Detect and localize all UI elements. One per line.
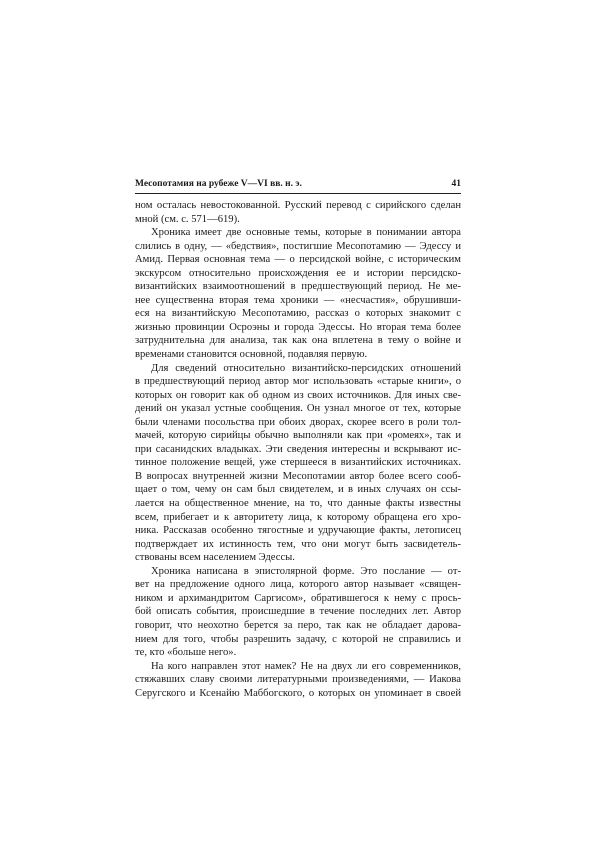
running-header-title: Месопотамия на рубеже V—VI вв. н. э. — [135, 179, 302, 189]
text-line: затруднительна для анализа, так как она вплетена в тему о войне и — [135, 335, 461, 347]
text-line: нее существенна вторая тема хроники — «несчастия», обрушивши- — [135, 294, 461, 306]
text-line: подтверждает их истинность тем, что они могут быть засвидетель- — [135, 538, 461, 550]
text-line: На кого направлен этот намек? Не на двух ли его современников, — [151, 660, 461, 672]
text-line: были членами посольства при обоих дворах, скорее всего в роли тол- — [135, 416, 461, 428]
page-number: 41 — [451, 179, 461, 189]
text-line: которых он говорит как об одном из своих источников. Для иных све- — [135, 389, 461, 401]
text-line: ном осталась невостокованной. Русский перевод с сирийского сделан — [135, 200, 461, 211]
text-line: вет на предложение одного лица, которого автор называет «священ- — [135, 579, 461, 591]
text-line: жизнью провинции Осроэны и города Эдессы. Но вторая тема более — [135, 321, 461, 333]
text-line: всем, прибегает и к авторитету лица, к которому обращена его хро- — [135, 511, 461, 523]
text-line: в предшествующий период автор мог использовать «старые книги», о — [135, 376, 461, 388]
text-line: ником и архимандритом Саргисом», обратившегося к нему с прось- — [135, 592, 461, 604]
text-line: византийских взаимоотношений в предшествующий период. Не ме- — [135, 281, 461, 293]
body-text — [135, 199, 461, 700]
text-line: говорит, что неохотно берется за перо, так как не обладает дарова- — [135, 619, 461, 631]
text-line: ствованы всем населением Эдессы. — [135, 552, 295, 564]
text-line: В вопросах внутренней жизни Месопотамии автор более всего сооб- — [135, 470, 461, 482]
text-line: мной (см. с. 571—619). — [135, 213, 240, 225]
text-line: мачей, которую сирийцы обычно выполняли как при «ромеях», так и — [135, 430, 461, 442]
text-line: лается на общественное мнение, на то, что данные факты известны — [135, 498, 461, 510]
text-line: Серугского и Ксенайю Маббогского, о которых он упоминает в своей — [135, 687, 461, 699]
text-line: при сасанидских владыках. Эти сведения интересны и вскрывают ис- — [135, 443, 461, 455]
text-line: бой описать события, происшедшие в течение последних лет. Автор — [135, 606, 461, 618]
text-line: слились в одну, — «бедствия», постигшие Месопотамию — Эдессу и — [135, 240, 461, 252]
text-line: Хроника написана в эпистолярной форме. Это послание — от- — [151, 565, 461, 577]
text-line: Амид. Первая основная тема — о персидской войне, с историческим — [135, 254, 461, 266]
text-line: тинное положение вещей, уже стершееся в византийских источниках. — [135, 457, 461, 469]
text-line: дений он указал устные сообщения. Он узнал многое от тех, которые — [135, 403, 461, 415]
text-line: еся на византийскую Месопотамию, рассказ о которых знакомит с — [135, 308, 461, 320]
running-header — [135, 177, 461, 194]
text-line: экскурсом относительно происхождения ее и истории персидско- — [135, 267, 461, 279]
text-line: те, кто «больше него». — [135, 647, 237, 659]
text-line: нием для того, чтобы разрешить задачу, с которой не справились и — [135, 633, 461, 645]
text-line: стяжавших славу своими литературными произведениями, — Иакова — [135, 674, 461, 686]
text-line: Хроника имеет две основные темы, которые в понимании автора — [151, 227, 461, 239]
text-line: временами становится основной, подавляя первую. — [135, 349, 368, 361]
text-line: щает о том, чему он сам был свидетелем, и в иных случаях он ссы- — [135, 484, 461, 496]
text-line: Для сведений относительно византийско-персидских отношений — [151, 362, 461, 374]
text-line: ника. Рассказав особенно тягостные и удручающие факты, летописец — [135, 525, 461, 537]
